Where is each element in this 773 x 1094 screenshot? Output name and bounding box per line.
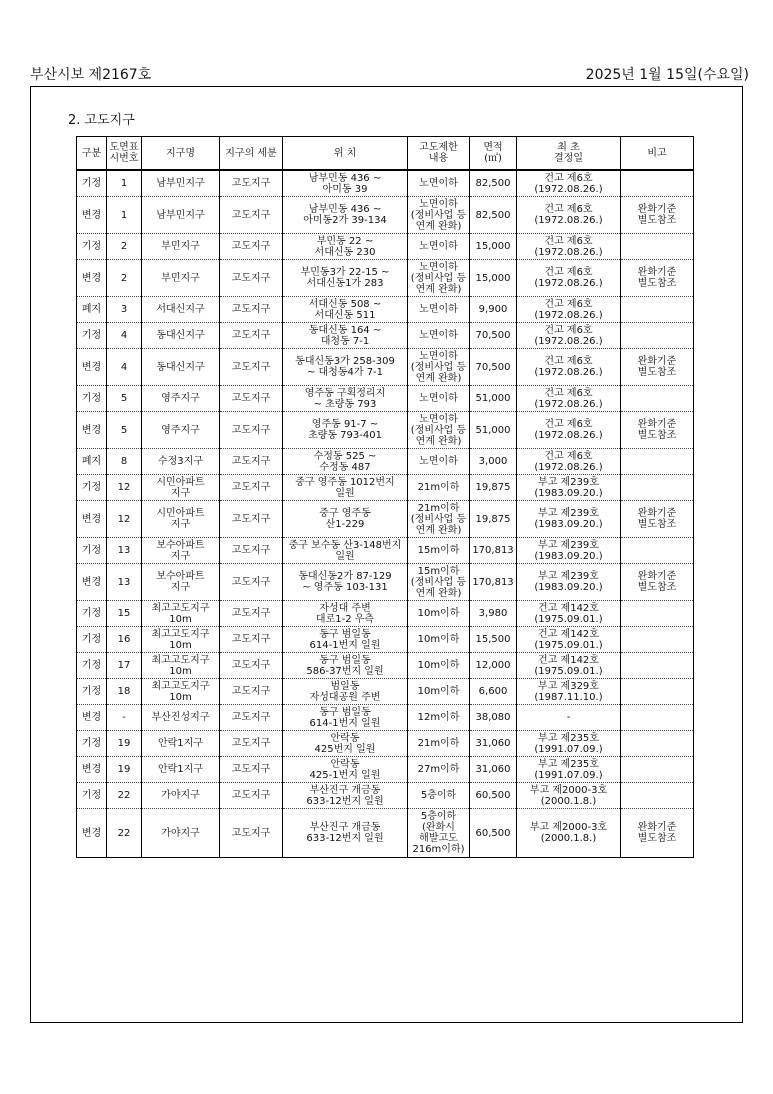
cell-height-limit: 5층이하 <box>408 783 470 809</box>
cell-type: 변경 <box>77 564 107 601</box>
cell-remarks: 완화기준 별도참조 <box>621 349 694 386</box>
cell-first-decision: 건고 제6호 (1972.08.26.) <box>517 349 621 386</box>
cell-map-no: 13 <box>107 564 142 601</box>
cell-height-limit: 15m이하 <box>408 538 470 564</box>
cell-type: 변경 <box>77 705 107 731</box>
table-header-row <box>77 137 694 171</box>
cell-remarks <box>621 386 694 412</box>
cell-district-name: 최고고도지구 10m <box>142 679 220 705</box>
cell-location: 동구 범일동 586-37번지 일원 <box>283 653 408 679</box>
cell-area: 3,980 <box>470 601 517 627</box>
cell-first-decision: 건고 제6호 (1972.08.26.) <box>517 234 621 260</box>
cell-height-limit: 노면이하 <box>408 323 470 349</box>
cell-height-limit: 21m이하 (정비사업 등 연계 완화) <box>408 501 470 538</box>
cell-map-no: 18 <box>107 679 142 705</box>
cell-remarks <box>621 449 694 475</box>
cell-first-decision: 부고 제235호 (1991.07.09.) <box>517 731 621 757</box>
gazette-issue: 부산시보 제2167호 <box>30 67 152 83</box>
table-row <box>77 297 694 323</box>
cell-map-no: 12 <box>107 501 142 538</box>
cell-map-no: 1 <box>107 170 142 197</box>
cell-map-no: 1 <box>107 197 142 234</box>
cell-area: 60,500 <box>470 783 517 809</box>
cell-district-name: 부민지구 <box>142 234 220 260</box>
cell-height-limit: 노면이하 (정비사업 등 연계 완화) <box>408 349 470 386</box>
cell-location: 동구 범일동 614-1번지 일원 <box>283 627 408 653</box>
cell-map-no: 19 <box>107 757 142 783</box>
table-row <box>77 757 694 783</box>
cell-subdivision: 고도지구 <box>220 323 283 349</box>
cell-first-decision: 부고 제2000-3호 (2000.1.8.) <box>517 783 621 809</box>
cell-location: 부산진구 개금동 633-12번지 일원 <box>283 783 408 809</box>
cell-first-decision: 부고 제239호 (1983.09.20.) <box>517 564 621 601</box>
cell-district-name: 영주지구 <box>142 412 220 449</box>
cell-subdivision: 고도지구 <box>220 538 283 564</box>
cell-type: 기정 <box>77 234 107 260</box>
cell-first-decision: - <box>517 705 621 731</box>
cell-type: 기정 <box>77 170 107 197</box>
cell-area: 82,500 <box>470 197 517 234</box>
cell-height-limit: 21m이하 <box>408 475 470 501</box>
cell-type: 변경 <box>77 260 107 297</box>
cell-remarks <box>621 601 694 627</box>
cell-map-no: 2 <box>107 234 142 260</box>
cell-area: 170,813 <box>470 564 517 601</box>
cell-area: 19,875 <box>470 501 517 538</box>
cell-subdivision: 고도지구 <box>220 757 283 783</box>
cell-area: 15,500 <box>470 627 517 653</box>
cell-subdivision: 고도지구 <box>220 260 283 297</box>
cell-remarks: 완화기준 별도참조 <box>621 501 694 538</box>
cell-district-name: 동대신지구 <box>142 349 220 386</box>
cell-subdivision: 고도지구 <box>220 349 283 386</box>
cell-area: 70,500 <box>470 323 517 349</box>
cell-area: 15,000 <box>470 234 517 260</box>
cell-height-limit: 12m이하 <box>408 705 470 731</box>
cell-district-name: 시민아파트 지구 <box>142 501 220 538</box>
cell-height-limit: 21m이하 <box>408 731 470 757</box>
table-row <box>77 809 694 858</box>
col-header: 도면표 시번호 <box>107 137 142 171</box>
cell-subdivision: 고도지구 <box>220 297 283 323</box>
cell-district-name: 가야지구 <box>142 809 220 858</box>
table-row <box>77 449 694 475</box>
cell-district-name: 동대신지구 <box>142 323 220 349</box>
cell-subdivision: 고도지구 <box>220 449 283 475</box>
cell-first-decision: 건고 제142호 (1975.09.01.) <box>517 653 621 679</box>
cell-type: 기정 <box>77 731 107 757</box>
cell-remarks: 완화기준 별도참조 <box>621 809 694 858</box>
cell-subdivision: 고도지구 <box>220 412 283 449</box>
cell-area: 15,000 <box>470 260 517 297</box>
cell-remarks <box>621 627 694 653</box>
cell-map-no: 22 <box>107 809 142 858</box>
cell-location: 자성대 주변 대로1-2 우측 <box>283 601 408 627</box>
cell-remarks <box>621 705 694 731</box>
table-row <box>77 601 694 627</box>
cell-map-no: 4 <box>107 323 142 349</box>
cell-map-no: 15 <box>107 601 142 627</box>
gazette-date: 2025년 1월 15일(수요일) <box>585 67 749 83</box>
cell-first-decision: 부고 제239호 (1983.09.20.) <box>517 475 621 501</box>
col-header: 위 치 <box>283 137 408 171</box>
cell-location: 중구 보수동 산3-148번지 일원 <box>283 538 408 564</box>
cell-type: 기정 <box>77 783 107 809</box>
cell-remarks <box>621 731 694 757</box>
cell-remarks <box>621 475 694 501</box>
cell-district-name: 영주지구 <box>142 386 220 412</box>
cell-area: 60,500 <box>470 809 517 858</box>
cell-type: 변경 <box>77 349 107 386</box>
col-header: 지구의 세분 <box>220 137 283 171</box>
cell-remarks <box>621 297 694 323</box>
cell-subdivision: 고도지구 <box>220 783 283 809</box>
table-row <box>77 538 694 564</box>
cell-height-limit: 노면이하 <box>408 234 470 260</box>
cell-subdivision: 고도지구 <box>220 627 283 653</box>
cell-location: 동대신동 164 ~ 대청동 7-1 <box>283 323 408 349</box>
cell-district-name: 최고고도지구 10m <box>142 627 220 653</box>
cell-type: 기정 <box>77 653 107 679</box>
cell-remarks: 완화기준 별도참조 <box>621 260 694 297</box>
cell-area: 70,500 <box>470 349 517 386</box>
cell-district-name: 남부민지구 <box>142 170 220 197</box>
table-row <box>77 653 694 679</box>
cell-map-no: 2 <box>107 260 142 297</box>
cell-location: 부민동3가 22-15 ~ 서대신동1가 283 <box>283 260 408 297</box>
cell-height-limit: 노면이하 <box>408 297 470 323</box>
table-row <box>77 260 694 297</box>
cell-subdivision: 고도지구 <box>220 601 283 627</box>
cell-area: 9,900 <box>470 297 517 323</box>
cell-district-name: 남부민지구 <box>142 197 220 234</box>
cell-map-no: 12 <box>107 475 142 501</box>
col-header: 비고 <box>621 137 694 171</box>
cell-location: 범일동 자성대공원 주변 <box>283 679 408 705</box>
cell-height-limit: 노면이하 <box>408 449 470 475</box>
cell-height-limit: 노면이하 (정비사업 등 연계 완화) <box>408 197 470 234</box>
cell-first-decision: 부고 제239호 (1983.09.20.) <box>517 501 621 538</box>
cell-location: 중구 영주동 1012번지 일원 <box>283 475 408 501</box>
cell-first-decision: 건고 제142호 (1975.09.01.) <box>517 601 621 627</box>
cell-area: 51,000 <box>470 386 517 412</box>
cell-remarks <box>621 653 694 679</box>
col-header: 최 초 결정일 <box>517 137 621 171</box>
cell-district-name: 보수아파트 지구 <box>142 538 220 564</box>
cell-district-name: 안락1지구 <box>142 731 220 757</box>
col-header: 지구명 <box>142 137 220 171</box>
cell-type: 기정 <box>77 538 107 564</box>
cell-first-decision: 건고 제6호 (1972.08.26.) <box>517 386 621 412</box>
cell-first-decision: 건고 제6호 (1972.08.26.) <box>517 412 621 449</box>
cell-location: 동대신동3가 258-309 ~ 대청동4가 7-1 <box>283 349 408 386</box>
table-row <box>77 627 694 653</box>
cell-subdivision: 고도지구 <box>220 475 283 501</box>
cell-subdivision: 고도지구 <box>220 501 283 538</box>
cell-map-no: 17 <box>107 653 142 679</box>
cell-district-name: 안락1지구 <box>142 757 220 783</box>
cell-subdivision: 고도지구 <box>220 653 283 679</box>
cell-type: 변경 <box>77 412 107 449</box>
cell-location: 수정동 525 ~ 수정동 487 <box>283 449 408 475</box>
cell-height-limit: 노면이하 <box>408 386 470 412</box>
cell-height-limit: 노면이하 <box>408 170 470 197</box>
cell-district-name: 부민지구 <box>142 260 220 297</box>
cell-height-limit: 노면이하 (정비사업 등 연계 완화) <box>408 412 470 449</box>
cell-subdivision: 고도지구 <box>220 234 283 260</box>
cell-district-name: 부산진성지구 <box>142 705 220 731</box>
cell-location: 부민동 22 ~ 서대신동 230 <box>283 234 408 260</box>
cell-remarks <box>621 783 694 809</box>
table-row <box>77 197 694 234</box>
cell-map-no: 5 <box>107 412 142 449</box>
cell-remarks <box>621 679 694 705</box>
cell-map-no: 13 <box>107 538 142 564</box>
cell-remarks: 완화기준 별도참조 <box>621 564 694 601</box>
cell-location: 동대신동2가 87-129 ~ 영주동 103-131 <box>283 564 408 601</box>
cell-area: 38,080 <box>470 705 517 731</box>
cell-area: 19,875 <box>470 475 517 501</box>
cell-location: 부산진구 개금동 633-12번지 일원 <box>283 809 408 858</box>
cell-location: 중구 영주동 산1-229 <box>283 501 408 538</box>
cell-type: 기정 <box>77 323 107 349</box>
cell-height-limit: 10m이하 <box>408 679 470 705</box>
col-header: 구분 <box>77 137 107 171</box>
table-row <box>77 679 694 705</box>
cell-type: 기정 <box>77 601 107 627</box>
cell-map-no: 5 <box>107 386 142 412</box>
table-row <box>77 349 694 386</box>
cell-map-no: 8 <box>107 449 142 475</box>
table-row <box>77 323 694 349</box>
cell-district-name: 시민아파트 지구 <box>142 475 220 501</box>
cell-location: 남부민동 436 ~ 아미동2가 39-134 <box>283 197 408 234</box>
cell-map-no: 4 <box>107 349 142 386</box>
cell-first-decision: 부고 제2000-3호 (2000.1.8.) <box>517 809 621 858</box>
cell-first-decision: 건고 제6호 (1972.08.26.) <box>517 260 621 297</box>
cell-type: 기정 <box>77 386 107 412</box>
cell-area: 6,600 <box>470 679 517 705</box>
section-title: 2. 고도지구 <box>68 113 135 128</box>
table-row <box>77 170 694 197</box>
table-row <box>77 783 694 809</box>
cell-remarks <box>621 170 694 197</box>
cell-subdivision: 고도지구 <box>220 679 283 705</box>
cell-district-name: 최고고도지구 10m <box>142 653 220 679</box>
table-row <box>77 705 694 731</box>
cell-type: 변경 <box>77 501 107 538</box>
cell-first-decision: 건고 제6호 (1972.08.26.) <box>517 170 621 197</box>
table-row <box>77 412 694 449</box>
cell-height-limit: 5층이하 (완화시 해발고도 216m이하) <box>408 809 470 858</box>
cell-first-decision: 부고 제239호 (1983.09.20.) <box>517 538 621 564</box>
cell-map-no: - <box>107 705 142 731</box>
cell-remarks: 완화기준 별도참조 <box>621 412 694 449</box>
cell-first-decision: 건고 제6호 (1972.08.26.) <box>517 197 621 234</box>
cell-height-limit: 15m이하 (정비사업 등 연계 완화) <box>408 564 470 601</box>
cell-district-name: 보수아파트 지구 <box>142 564 220 601</box>
cell-height-limit: 27m이하 <box>408 757 470 783</box>
cell-area: 31,060 <box>470 757 517 783</box>
col-header: 면적 (㎡) <box>470 137 517 171</box>
cell-type: 폐지 <box>77 449 107 475</box>
cell-type: 변경 <box>77 809 107 858</box>
cell-type: 폐지 <box>77 297 107 323</box>
cell-area: 170,813 <box>470 538 517 564</box>
cell-first-decision: 부고 제235호 (1991.07.09.) <box>517 757 621 783</box>
cell-first-decision: 건고 제6호 (1972.08.26.) <box>517 449 621 475</box>
cell-location: 서대신동 508 ~ 서대신동 511 <box>283 297 408 323</box>
cell-first-decision: 건고 제142호 (1975.09.01.) <box>517 627 621 653</box>
table-row <box>77 731 694 757</box>
cell-subdivision: 고도지구 <box>220 564 283 601</box>
cell-type: 기정 <box>77 475 107 501</box>
table-row <box>77 501 694 538</box>
cell-map-no: 16 <box>107 627 142 653</box>
cell-location: 안락동 425번지 일원 <box>283 731 408 757</box>
table-row <box>77 475 694 501</box>
cell-location: 안락동 425-1번지 일원 <box>283 757 408 783</box>
cell-map-no: 19 <box>107 731 142 757</box>
col-header: 고도제한 내용 <box>408 137 470 171</box>
cell-area: 82,500 <box>470 170 517 197</box>
cell-remarks <box>621 538 694 564</box>
table-row <box>77 234 694 260</box>
cell-location: 남부민동 436 ~ 아미동 39 <box>283 170 408 197</box>
cell-first-decision: 부고 제329호 (1987.11.10.) <box>517 679 621 705</box>
cell-subdivision: 고도지구 <box>220 170 283 197</box>
cell-remarks <box>621 323 694 349</box>
cell-type: 변경 <box>77 197 107 234</box>
table-row <box>77 386 694 412</box>
cell-type: 기정 <box>77 679 107 705</box>
cell-remarks <box>621 757 694 783</box>
cell-subdivision: 고도지구 <box>220 731 283 757</box>
cell-remarks <box>621 234 694 260</box>
cell-remarks: 완화기준 별도참조 <box>621 197 694 234</box>
cell-first-decision: 건고 제6호 (1972.08.26.) <box>517 323 621 349</box>
cell-area: 12,000 <box>470 653 517 679</box>
cell-district-name: 서대신지구 <box>142 297 220 323</box>
cell-height-limit: 10m이하 <box>408 627 470 653</box>
cell-location: 영주동 구획정리지 ~ 초량동 793 <box>283 386 408 412</box>
cell-location: 영주동 91-7 ~ 초량동 793-401 <box>283 412 408 449</box>
cell-location: 동구 범일동 614-1번지 일원 <box>283 705 408 731</box>
cell-district-name: 최고고도지구 10m <box>142 601 220 627</box>
cell-district-name: 가야지구 <box>142 783 220 809</box>
cell-subdivision: 고도지구 <box>220 705 283 731</box>
cell-subdivision: 고도지구 <box>220 197 283 234</box>
cell-height-limit: 10m이하 <box>408 601 470 627</box>
cell-subdivision: 고도지구 <box>220 386 283 412</box>
cell-subdivision: 고도지구 <box>220 809 283 858</box>
cell-map-no: 22 <box>107 783 142 809</box>
table-row <box>77 564 694 601</box>
cell-map-no: 3 <box>107 297 142 323</box>
cell-height-limit: 노면이하 (정비사업 등 연계 완화) <box>408 260 470 297</box>
cell-first-decision: 건고 제6호 (1972.08.26.) <box>517 297 621 323</box>
cell-height-limit: 10m이하 <box>408 653 470 679</box>
cell-type: 기정 <box>77 627 107 653</box>
height-district-table <box>76 136 694 858</box>
cell-area: 51,000 <box>470 412 517 449</box>
cell-area: 31,060 <box>470 731 517 757</box>
cell-area: 3,000 <box>470 449 517 475</box>
cell-district-name: 수정3지구 <box>142 449 220 475</box>
cell-type: 변경 <box>77 757 107 783</box>
